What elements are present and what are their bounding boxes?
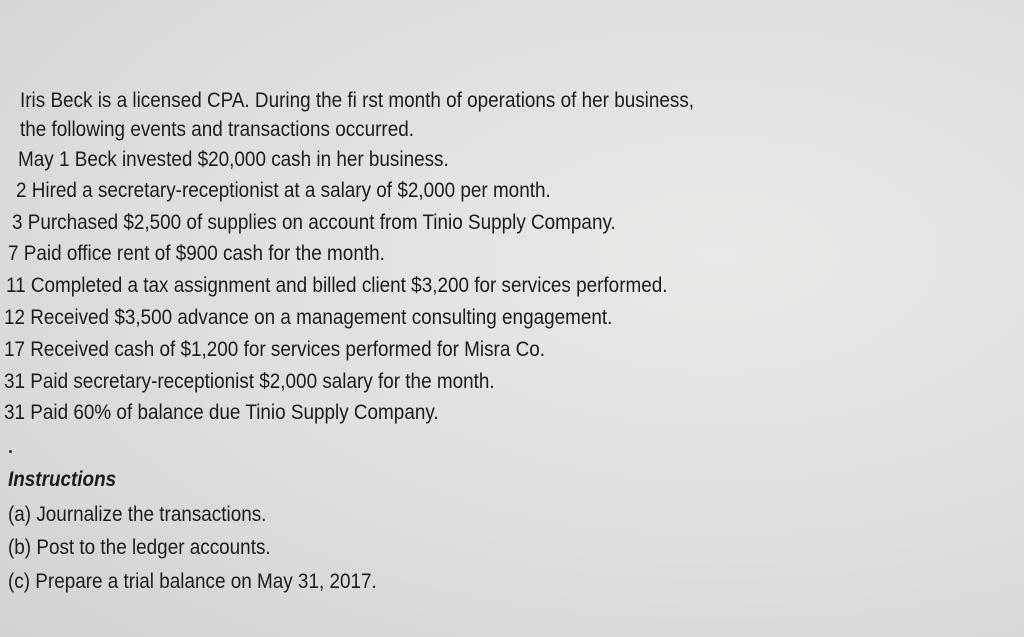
transaction-line: 31 Paid secretary-receptionist $2,000 salary for the month. — [4, 370, 495, 393]
transaction-line: 3 Purchased $2,500 of supplies on account from Tinio Supply Company. — [12, 211, 616, 234]
transaction-line: 2 Hired a secretary-receptionist at a salary of $2,000 per month. — [16, 179, 551, 202]
instruction-item: (c) Prepare a trial balance on May 31, 2017. — [8, 570, 377, 593]
intro-line: the following events and transactions occurred. — [20, 118, 414, 141]
transaction-line: 31 Paid 60% of balance due Tinio Supply Company. — [4, 401, 439, 424]
instruction-item: (b) Post to the ledger accounts. — [8, 536, 271, 559]
stray-mark — [9, 450, 12, 453]
transaction-line: May 1 Beck invested $20,000 cash in her business. — [18, 148, 449, 171]
transaction-line: 17 Received cash of $1,200 for services performed for Misra Co. — [4, 338, 545, 361]
instructions-heading: Instructions — [8, 468, 117, 491]
transaction-line: 12 Received $3,500 advance on a management consulting engagement. — [4, 306, 613, 329]
transaction-line: 11 Completed a tax assignment and billed client $3,200 for services performed. — [6, 274, 668, 297]
intro-line: Iris Beck is a licensed CPA. During the fi rst month of operations of her business, — [20, 89, 695, 112]
transaction-line: 7 Paid office rent of $900 cash for the month. — [8, 242, 385, 265]
instruction-item: (a) Journalize the transactions. — [8, 503, 267, 526]
